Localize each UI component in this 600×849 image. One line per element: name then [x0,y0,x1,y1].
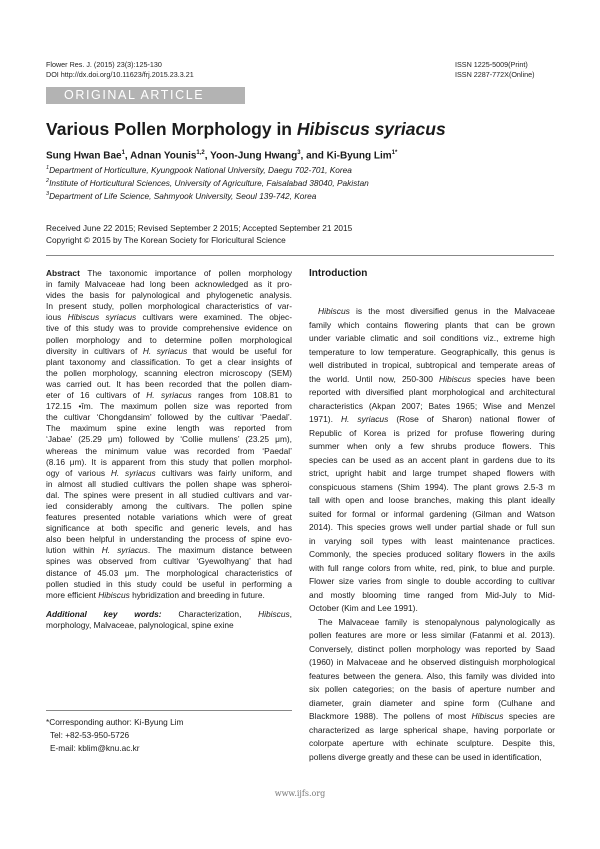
author-affiliation-marker: 3 [297,150,301,156]
abstract-line: dal. The spines were present in all studied cultivars and var- [46,489,292,500]
abstract-line: more efficient Hibiscus hybridization and breeding in future. [46,589,265,600]
introduction-line: 2014). This species grows well under partial shade or full sun [309,522,555,532]
author-affiliation-marker: 1 [121,150,125,156]
issn-block [455,60,535,79]
abstract-line: In present study, pollen morphological characteristics of var- [46,301,292,312]
abstract-line: the pollen morphology, scanning electron microscopy (SEM) [46,367,292,378]
introduction-line: characteristics (Akpan 2007; Bates 1965; Wise and Menzel [309,400,555,411]
introduction-line: well distributed in tropical, subtropical and temperate areas of [309,360,555,370]
introduction-line: characterized as large spherical shape, having porporlate or [309,724,555,735]
affiliation-text: Institute of Horticultural Sciences, University of Agriculture, Faisalabad 38040, Pakistan [49,177,369,188]
abstract-line: features presented notable variations which were of great [46,512,292,523]
abstract-line: spines was observed from cultivar ‘Gyewolhyang’ that had [46,556,292,567]
abstract-line: ‘Jabae’ (25.29 μm) followed by ‘Collie mullens’ (23.25 μm), [46,434,292,445]
introduction-line: under variable climatic and soil conditions viz., extreme high [309,333,555,343]
abstract-line: also been helpful in understanding the process of spine evo- [46,534,292,545]
introduction-line: tall with open and loose branches, making this plant ideally [309,495,555,505]
abstract-line: pollen morphology and to determine pollen morphological [46,334,292,345]
introduction-line: pollens diverge greatly and these can be used in identification, [309,751,542,762]
keywords-paragraph [46,609,292,631]
abstract-label: Abstract [46,268,80,278]
journal-citation [46,60,194,79]
introduction-line: reported with diversified plant morphological and architectural [309,387,555,397]
abstract-line: ious Hibiscus syriacus cultivars were examined. The objec- [46,312,292,323]
introduction-line: (1960) in Malvaceae and he observed distinguish morphological [309,657,555,667]
abstract-line: ied considerably among the cultivars. The pollen spine [46,500,292,511]
corresponding-author: *Corresponding author: Ki-Byung Lim [46,717,184,727]
introduction-line: The Malvaceae family is stenopalynous palynologically as [318,616,555,627]
introduction-text [309,305,555,764]
affiliations [46,163,369,202]
introduction-line: six pollen categories; on the basis of aperture number and [309,684,555,694]
abstract-line: Abstract The taxonomic importance of pollen morphology [46,268,292,278]
introduction-line: conspicuous stamens (Shim 1994). The plant grows 2.5-3 m [309,481,555,492]
affiliation-text: Department of Horticulture, Kyungpook National University, Daegu 702-701, Korea [49,164,352,175]
author-email[interactable]: E-mail: kblim@knu.ac.kr [50,743,140,753]
author-affiliation-marker: 1* [391,150,398,156]
right-column [309,268,555,764]
keywords-line: Additional key words: Characterization, Hibiscus, [46,608,292,619]
introduction-line: summer when only a few shrubs produce flowers. This [309,441,555,451]
journal-volume-line: Flower Res. J. (2015) 23(3):125-130 [46,60,162,69]
doi-line[interactable]: DOI http://dx.doi.org/10.11623/frj.2015.23.3.21 [46,69,194,79]
keywords-line: morphology, Malvaceae, palynological, spine exine [46,619,234,630]
affiliation-marker: 2 [46,177,50,184]
introduction-line: strict, upright habit and large trumpet shaped flowers with [309,468,555,478]
introduction-line: and mostly blooming time ranged from Mid-July to Mid- [309,589,555,600]
introduction-line: temperature to low temperature. Geographically, this genus is [309,346,555,357]
introduction-line: diameter, grain diameter and spine form (Culhane and [309,697,555,708]
introduction-line: Flower size varies from single to double according to cultivar [309,576,555,586]
introduction-line: 1971). H. syriacus (Rose of Sharon) national flower of [309,414,555,424]
author-name: Sung Hwan Bae [46,150,122,162]
abstract-line: whereas the minimum value was recorded from ‘Paedal’ [46,445,292,456]
introduction-line: Blackmore 1988). The pollens of most Hibiscus species are [309,711,555,721]
introduction-line: with full range colors from white, red, pink, to blue and purple. [309,562,555,573]
abstract-line: was carried out. It has been recorded that the pollen diam- [46,378,292,389]
journal-url[interactable]: www.ijfs.org [274,789,326,798]
issn-online: ISSN 2287-772X(Online) [455,69,535,79]
article-dates [46,222,352,246]
introduction-line: colorpate aperture with echinate sculpture. Despite this, [309,738,555,748]
introduction-line: October (Kim and Lee 1991). [309,603,418,613]
abstract-line: pollen studied in this study could be useful in performing a [46,578,292,589]
author-name: Ki-Byung Lim [326,150,392,162]
introduction-line: Republic of Korea is prized for profuse flowering during [309,427,555,438]
abstract-line: lution within H. syriacus. The maximum distance between [46,545,292,556]
abstract-line: vides the basis for palynological and phylogenetic analysis. [46,290,292,301]
affiliation-text: Department of Life Science, Sahmyook University, Seoul 139-742, Korea [49,190,317,201]
author-name: Adnan Younis [130,150,197,162]
abstract-line: plant taxonomy and classification. To get a clear insights of [46,356,292,367]
affiliation-line [46,189,369,202]
article-type-badge: ORIGINAL ARTICLE [46,87,245,104]
abstract-line: (8.16 μm). It is apparent from this study that pollen morphol- [46,456,292,467]
keywords-label: Additional key words: [46,608,162,619]
introduction-line: species can be used as an accent plant in gardens due to its [309,454,555,465]
abstract-line: ogy of various H. syriacus cultivars was fairly uniform, and [46,467,293,478]
received-dates: Received June 22 2015; Revised September 2 2015; Accepted September 21 2015 [46,223,353,233]
title-species: Hibiscus syriacus [296,119,446,139]
copyright-line: Copyright © 2015 by The Korean Society for Floricultural Science [46,235,286,245]
introduction-line: family which contains flowering plants that can be grown [309,319,555,330]
affiliation-line [46,176,369,189]
article-title [46,119,446,140]
abstract-line: in almost all studied cultivars the pollen shape was spheroi- [46,478,292,489]
introduction-line: pollen features are more or less similar (Fatanmi et al. 2013). [309,630,555,640]
title-main: Various Pollen Morphology in [46,119,297,139]
affiliation-line [46,163,369,176]
abstract-line: 172.15 •îm. The maximum pollen size was reported from [46,401,292,412]
introduction-line: Hibiscus is the most diversified genus in the Malvaceae [318,306,555,316]
abstract-paragraph [46,268,292,601]
corresponding-author-footnote [46,716,183,755]
abstract-line: significance at both specific and generic levels, and has [46,523,292,534]
introduction-line: suited for formal or informal gardening (Gilman and Watson [309,508,555,519]
introduction-line: the world. Until now, 250-300 Hibiscus species have been [309,373,555,384]
left-column [46,268,292,631]
affiliation-marker: 3 [46,190,50,197]
author-name: Yoon-Jung Hwang [210,150,298,162]
introduction-line: Conversely, distinct pollen morphology was reported by Saad [309,643,555,654]
footnote-divider [46,710,292,711]
affiliation-marker: 1 [46,165,50,171]
abstract-line: eter of 16 cultivars of H. syriacus ranges from 108.81 to [46,390,293,401]
author-list: Sung Hwan Bae$^1$, Adnan Younis$^{1,2}$, Yoon-Jung Hwang$^3$, and Ki-Byung Lim$^{1*}$ [46,150,398,162]
abstract-line: distance of 45.03 μm. The morphological characteristics of [46,567,292,578]
abstract-line: the cultivar ‘Chongdansim’ followed by the cultivar ‘Paedal’. [46,412,292,423]
introduction-line: in varying soil types with least maintenance practices. [309,535,555,546]
author-affiliation-marker: 1,2 [196,150,205,156]
abstract-line: tive of this study was to provide comprehensive evidence on [46,323,292,334]
header-divider [46,255,554,256]
introduction-line: features between the genera. Also, this family was divided into [309,670,555,681]
abstract-line: The maximum spine exine length was reported from [46,423,292,434]
author-tel: Tel: +82-53-950-5726 [50,730,130,740]
abstract-line: diversity in cultivars of H. syriacus that would be useful for [46,345,292,356]
introduction-heading: Introduction [309,268,368,279]
abstract-line: in family Malvaceae had long been acknowledged as it pro- [46,279,292,290]
issn-print: ISSN 1225-5009(Print) [455,60,528,69]
introduction-line: Commonly, the species produced solitary flowers in the axils [309,549,555,559]
